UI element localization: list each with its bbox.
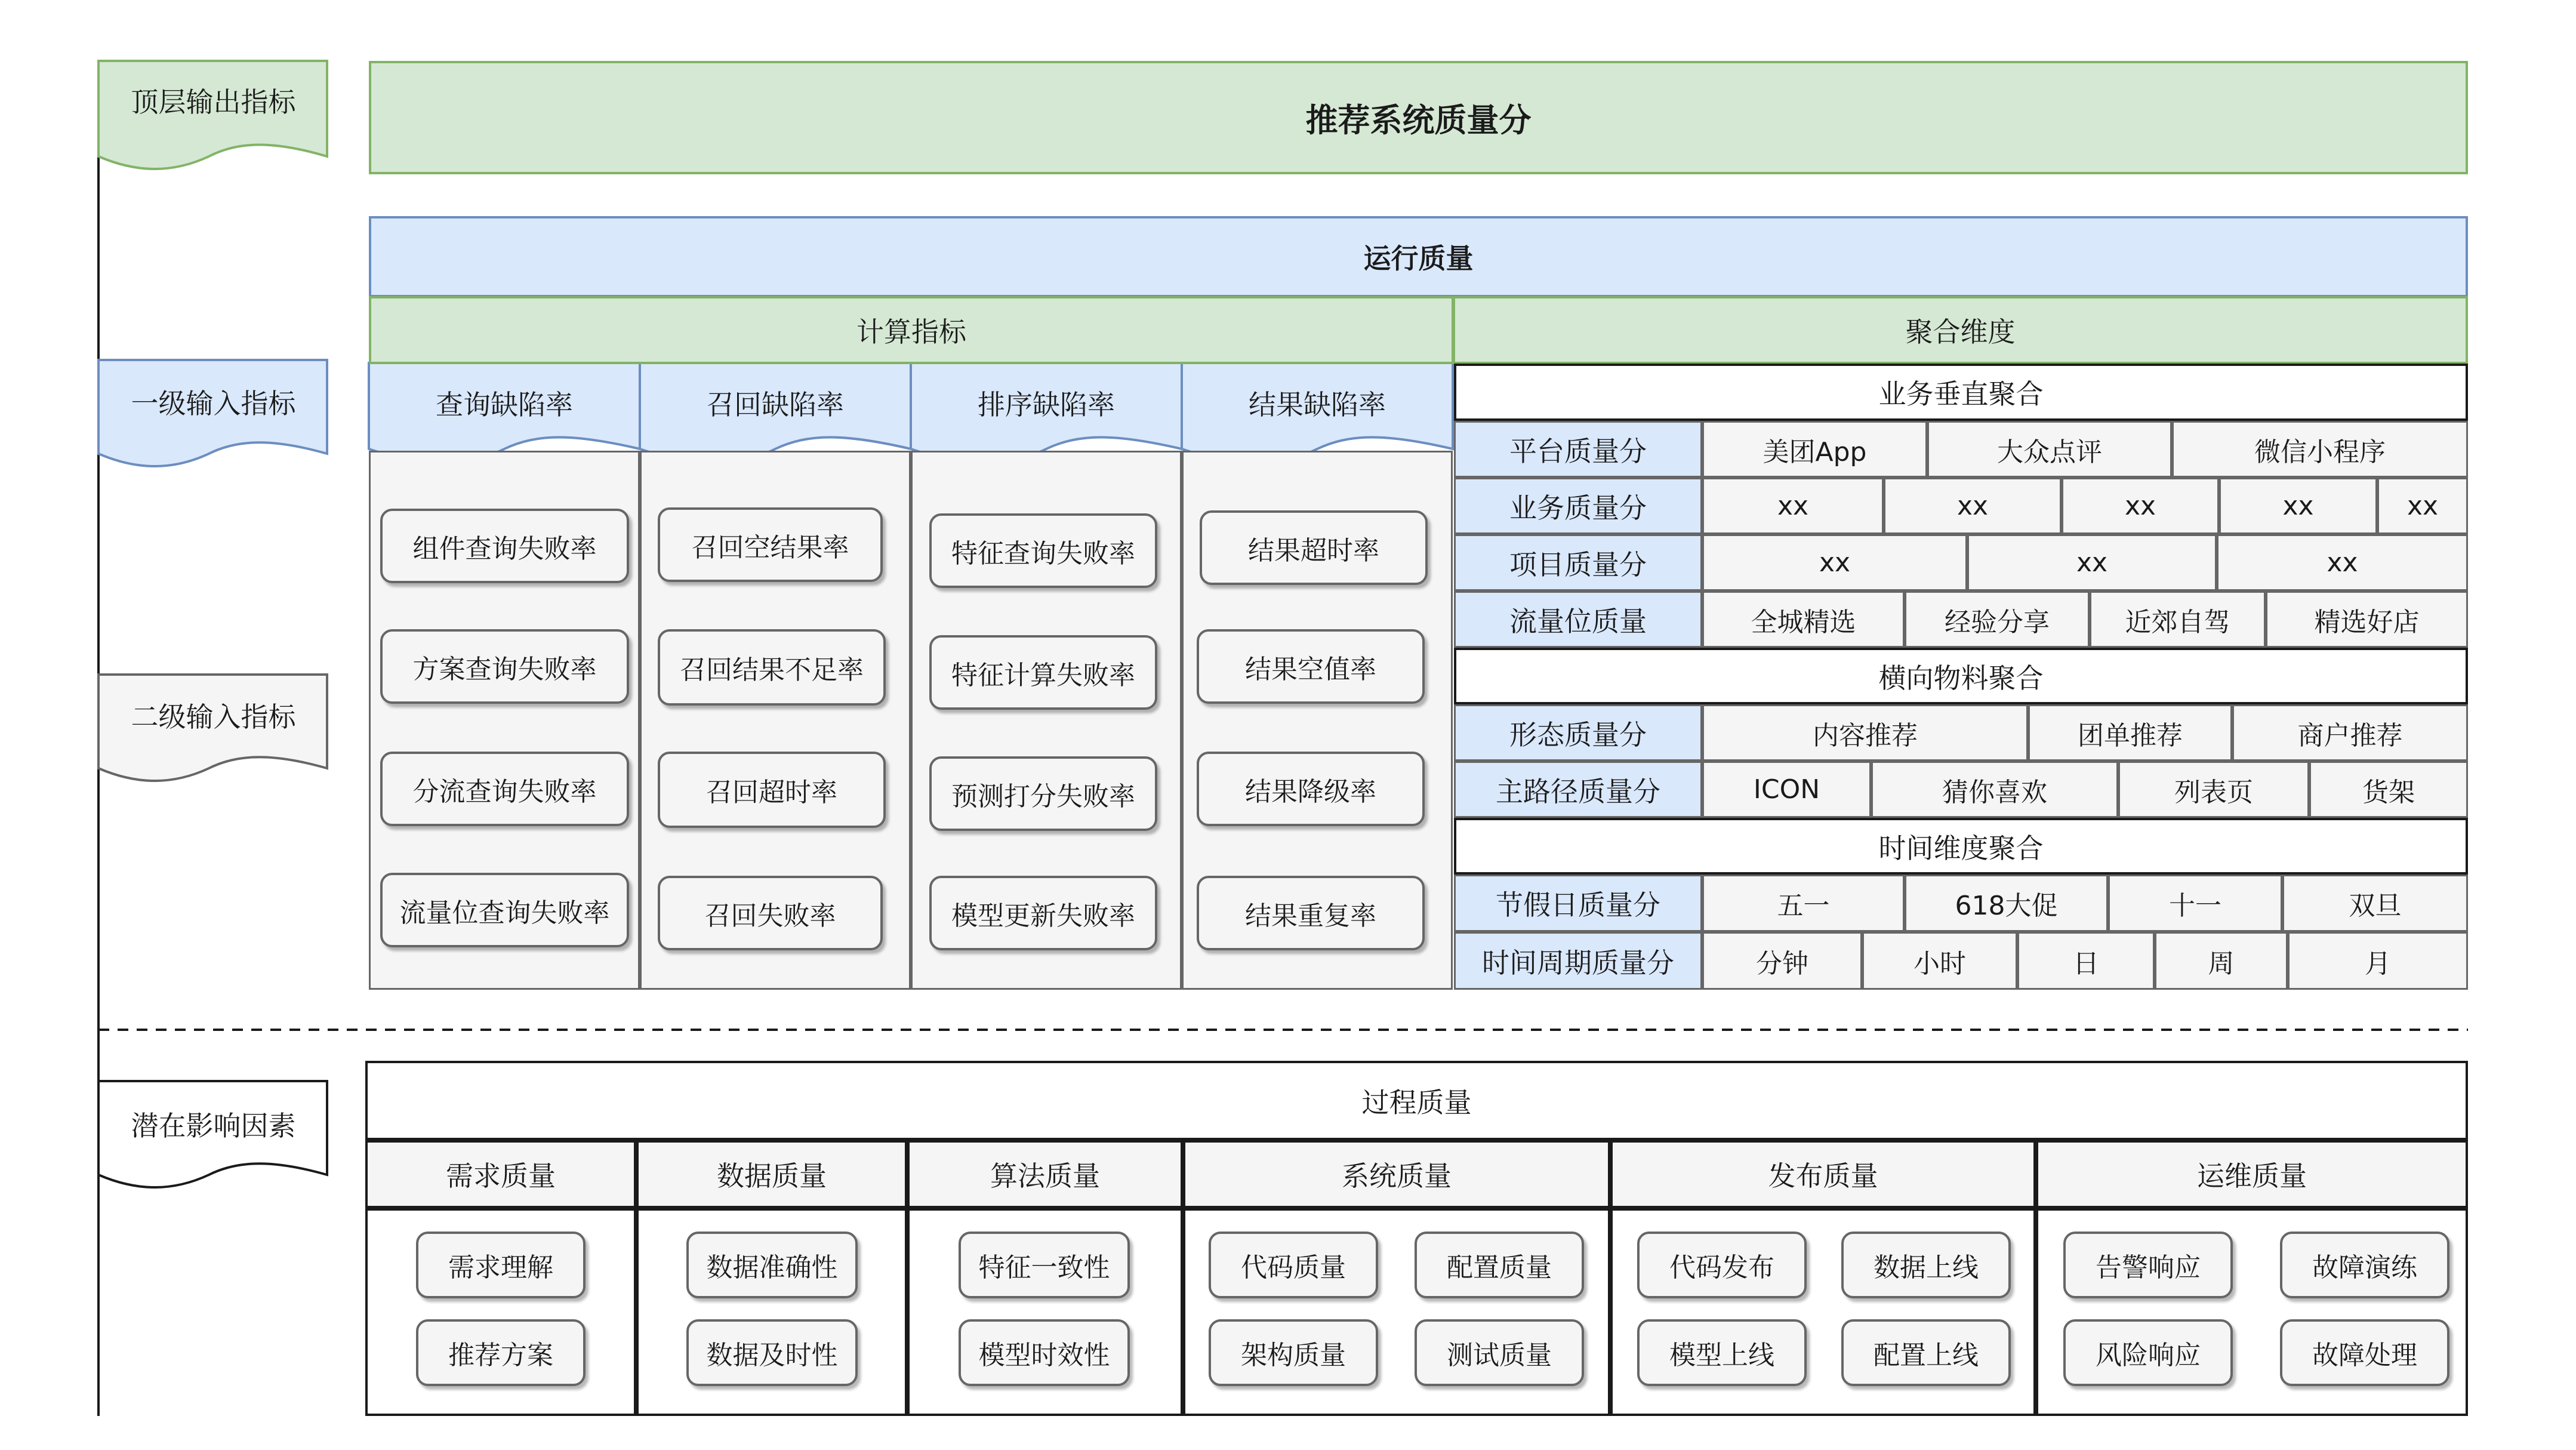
row-head-form: 形态质量分 xyxy=(1454,704,1702,761)
time-dimension-title: 时间维度聚合 xyxy=(1454,818,2468,875)
material-horizontal-title: 横向物料聚合 xyxy=(1454,648,2468,704)
group-head-algorithm: 算法质量 xyxy=(907,1140,1183,1208)
cell-project-1: xx xyxy=(1702,534,1967,591)
cell-business-1: xx xyxy=(1702,478,1884,534)
cell-slot-good-shop: 精选好店 xyxy=(2266,591,2468,648)
cell-period-day: 日 xyxy=(2017,932,2155,990)
row-head-project: 项目质量分 xyxy=(1454,534,1702,591)
top-title-box: 推荐系统质量分 xyxy=(369,61,2468,174)
runtime-quality-header: 运行质量 xyxy=(369,216,2468,297)
cell-form-deal: 团单推荐 xyxy=(2028,704,2232,761)
factor-code-quality: 代码质量 xyxy=(1209,1232,1378,1298)
cell-holiday-may: 五一 xyxy=(1702,875,1905,932)
cell-platform-dianping: 大众点评 xyxy=(1927,421,2172,478)
top-output-label: 顶层输出指标 xyxy=(131,86,296,118)
cell-platform-meituan: 美团App xyxy=(1702,421,1927,478)
cell-project-2: xx xyxy=(1967,534,2217,591)
factor-model-online: 模型上线 xyxy=(1637,1319,1807,1386)
row-head-business: 业务质量分 xyxy=(1454,478,1702,534)
cell-business-5: xx xyxy=(2377,478,2468,534)
factor-alert-response: 告警响应 xyxy=(2063,1232,2233,1298)
factor-config-quality: 配置质量 xyxy=(1415,1232,1584,1298)
metric-result-timeout: 结果超时率 xyxy=(1200,510,1428,585)
cell-slot-citywide: 全城精选 xyxy=(1702,591,1905,648)
cell-holiday-newyear: 双旦 xyxy=(2282,875,2468,932)
factor-test-quality: 测试质量 xyxy=(1415,1319,1584,1386)
cell-path-guess: 猜你喜欢 xyxy=(1871,761,2118,818)
factor-feature-consistency: 特征一致性 xyxy=(959,1232,1130,1298)
metric-recall-fail: 召回失败率 xyxy=(658,876,883,950)
row-head-platform: 平台质量分 xyxy=(1454,421,1702,478)
cell-business-4: xx xyxy=(2219,478,2377,534)
cell-holiday-oct: 十一 xyxy=(2108,875,2282,932)
group-head-system: 系统质量 xyxy=(1183,1140,1610,1208)
cell-period-hour: 小时 xyxy=(1862,932,2017,990)
process-quality-title: 过程质量 xyxy=(365,1061,2468,1140)
group-head-requirement: 需求质量 xyxy=(365,1140,636,1208)
cell-path-list: 列表页 xyxy=(2118,761,2309,818)
cell-form-content: 内容推荐 xyxy=(1702,704,2028,761)
metric-feature-compute-fail: 特征计算失败率 xyxy=(929,635,1157,710)
col-title-query: 查询缺陷率 xyxy=(436,389,573,421)
factor-risk-response: 风险响应 xyxy=(2063,1319,2233,1386)
metric-traffic-slot-query-fail: 流量位查询失败率 xyxy=(380,873,629,947)
factor-model-timeliness: 模型时效性 xyxy=(959,1319,1130,1386)
cell-period-month: 月 xyxy=(2288,932,2468,990)
cell-slot-experience: 经验分享 xyxy=(1905,591,2090,648)
metric-plan-query-fail: 方案查询失败率 xyxy=(380,629,629,704)
factor-fault-drill: 故障演练 xyxy=(2280,1232,2449,1298)
cell-path-icon: ICON xyxy=(1702,761,1871,818)
col-title-result: 结果缺陷率 xyxy=(1249,389,1386,421)
cell-period-minute: 分钟 xyxy=(1702,932,1862,990)
metric-feature-query-fail: 特征查询失败率 xyxy=(929,513,1157,588)
cell-path-shelf: 货架 xyxy=(2309,761,2468,818)
row-head-holiday: 节假日质量分 xyxy=(1454,875,1702,932)
level2-input-label: 二级输入指标 xyxy=(131,701,296,733)
cell-business-2: xx xyxy=(1884,478,2062,534)
potential-factor-label: 潜在影响因素 xyxy=(131,1110,296,1142)
cell-project-3: xx xyxy=(2217,534,2468,591)
cell-holiday-618: 618大促 xyxy=(1905,875,2108,932)
factor-data-online: 数据上线 xyxy=(1841,1232,2011,1298)
metric-result-degrade: 结果降级率 xyxy=(1197,752,1425,826)
factor-data-timeliness: 数据及时性 xyxy=(686,1319,858,1386)
cell-slot-suburb-drive: 近郊自驾 xyxy=(2090,591,2266,648)
metric-shunt-query-fail: 分流查询失败率 xyxy=(380,752,629,826)
row-head-traffic-slot: 流量位质量 xyxy=(1454,591,1702,648)
metric-result-empty: 结果空值率 xyxy=(1197,629,1425,704)
metric-component-query-fail: 组件查询失败率 xyxy=(380,509,629,583)
col-title-recall: 召回缺陷率 xyxy=(707,389,844,421)
business-vertical-title: 业务垂直聚合 xyxy=(1454,364,2468,421)
aggregation-header: 聚合维度 xyxy=(1453,296,2468,364)
row-head-time-period: 时间周期质量分 xyxy=(1454,932,1702,990)
row-head-main-path: 主路径质量分 xyxy=(1454,761,1702,818)
col-title-rank: 排序缺陷率 xyxy=(978,389,1115,421)
factor-recommend-plan: 推荐方案 xyxy=(416,1319,586,1386)
cell-form-merchant: 商户推荐 xyxy=(2232,704,2468,761)
metric-predict-score-fail: 预测打分失败率 xyxy=(929,756,1157,831)
metric-result-duplicate: 结果重复率 xyxy=(1197,876,1425,950)
group-head-release: 发布质量 xyxy=(1610,1140,2036,1208)
level1-input-label: 一级输入指标 xyxy=(131,387,296,420)
calc-metrics-header: 计算指标 xyxy=(369,296,1454,364)
factor-requirement-understanding: 需求理解 xyxy=(416,1232,586,1298)
group-head-data: 数据质量 xyxy=(636,1140,907,1208)
cell-business-3: xx xyxy=(2062,478,2219,534)
metric-recall-timeout: 召回超时率 xyxy=(658,752,886,828)
group-head-ops: 运维质量 xyxy=(2036,1140,2468,1208)
metric-recall-empty: 召回空结果率 xyxy=(658,507,883,582)
factor-fault-handling: 故障处理 xyxy=(2280,1319,2449,1386)
factor-architecture-quality: 架构质量 xyxy=(1209,1319,1378,1386)
factor-data-accuracy: 数据准确性 xyxy=(686,1232,858,1298)
factor-code-release: 代码发布 xyxy=(1637,1232,1807,1298)
factor-config-online: 配置上线 xyxy=(1841,1319,2011,1386)
cell-period-week: 周 xyxy=(2155,932,2288,990)
metric-recall-insufficient: 召回结果不足率 xyxy=(658,629,886,706)
cell-platform-wechat: 微信小程序 xyxy=(2172,421,2468,478)
metric-model-update-fail: 模型更新失败率 xyxy=(929,876,1157,950)
